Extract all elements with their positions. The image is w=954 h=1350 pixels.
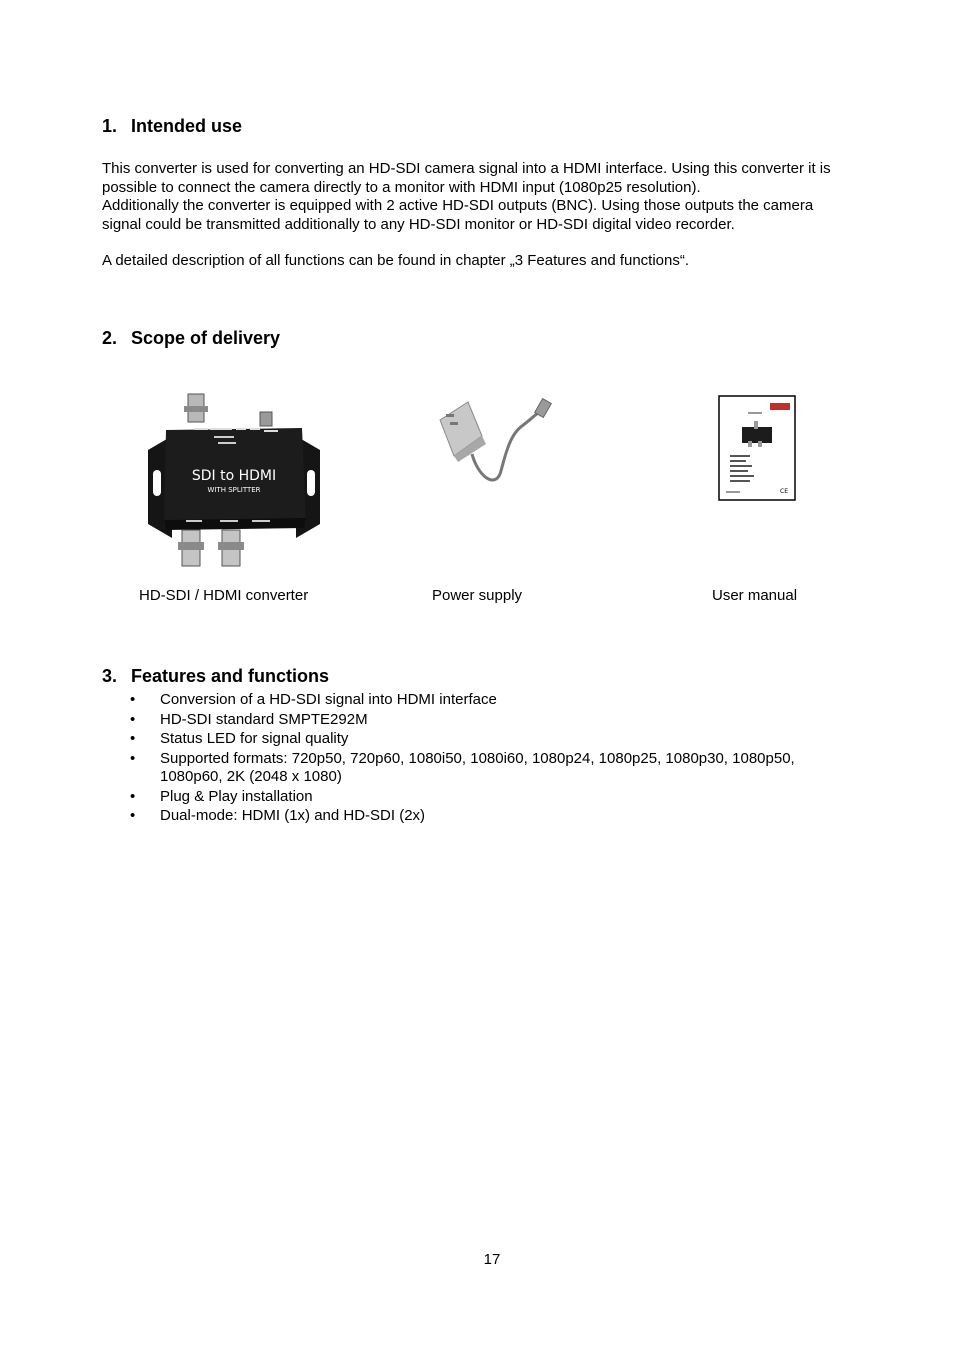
intended-use-paragraph (102, 160, 902, 234)
list-item: • Dual-mode: HDMI (1x) and HD-SDI (2x) (130, 807, 426, 824)
heading-number: 3. (102, 666, 118, 686)
bullet-icon: • (130, 807, 136, 824)
intended-use-reference: A detailed description of all functions can be found in chapter „3 Features and functions“. (102, 252, 690, 269)
converter-image (144, 392, 324, 570)
caption-converter: HD-SDI / HDMI converter (139, 587, 309, 604)
heading-intended-use (102, 115, 242, 137)
caption-power-supply: Power supply (432, 587, 523, 604)
paragraph-line: Additionally the converter is equipped with 2 active HD-SDI outputs (BNC). Using those outputs the camera (102, 197, 814, 214)
converter-label-main: SDI to HDMI (191, 468, 277, 484)
heading-title: Intended use (131, 116, 243, 136)
paragraph-line: signal could be transmitted additionally to any HD-SDI monitor or HD-SDI digital video recorder. (102, 215, 735, 233)
bullet-icon: • (130, 691, 136, 708)
bullet-icon: • (130, 730, 136, 747)
bullet-icon: • (130, 787, 136, 805)
power-supply-image (434, 396, 552, 490)
heading-title: Scope of delivery (131, 328, 281, 348)
heading-features-and-functions (102, 665, 329, 687)
list-item-continuation: 1080p60, 2K (2048 x 1080) (160, 768, 342, 785)
bullet-icon: • (130, 749, 136, 767)
list-item: • Supported formats: 720p50, 720p60, 1080i50, 1080i60, 1080p24, 1080p25, 1080p30, 1080p50, (130, 749, 795, 767)
heading-number: 1. (102, 116, 118, 136)
heading-scope-of-delivery (102, 327, 280, 349)
svg-text:CE: CE (780, 488, 788, 495)
features-list (102, 691, 862, 827)
list-item: • Status LED for signal quality (130, 730, 349, 747)
user-manual-image (718, 395, 797, 502)
caption-user-manual: User manual (712, 587, 798, 604)
bullet-icon: • (130, 710, 136, 728)
list-item: • Conversion of a HD-SDI signal into HDMI interface (130, 691, 497, 708)
page-number: 17 (483, 1251, 501, 1268)
paragraph-line: possible to connect the camera directly to a monitor with HDMI input (1080p25 resolution). (102, 178, 701, 196)
list-item: • HD-SDI standard SMPTE292M (130, 710, 368, 728)
heading-number: 2. (102, 328, 118, 348)
paragraph-line: This converter is used for converting an HD-SDI camera signal into a HDMI interface. Using this converter it is (102, 160, 831, 177)
list-item: • Plug & Play installation (130, 787, 313, 805)
converter-label-sub: WITH SPLITTER (207, 486, 261, 494)
heading-title: Features and functions (131, 666, 330, 686)
